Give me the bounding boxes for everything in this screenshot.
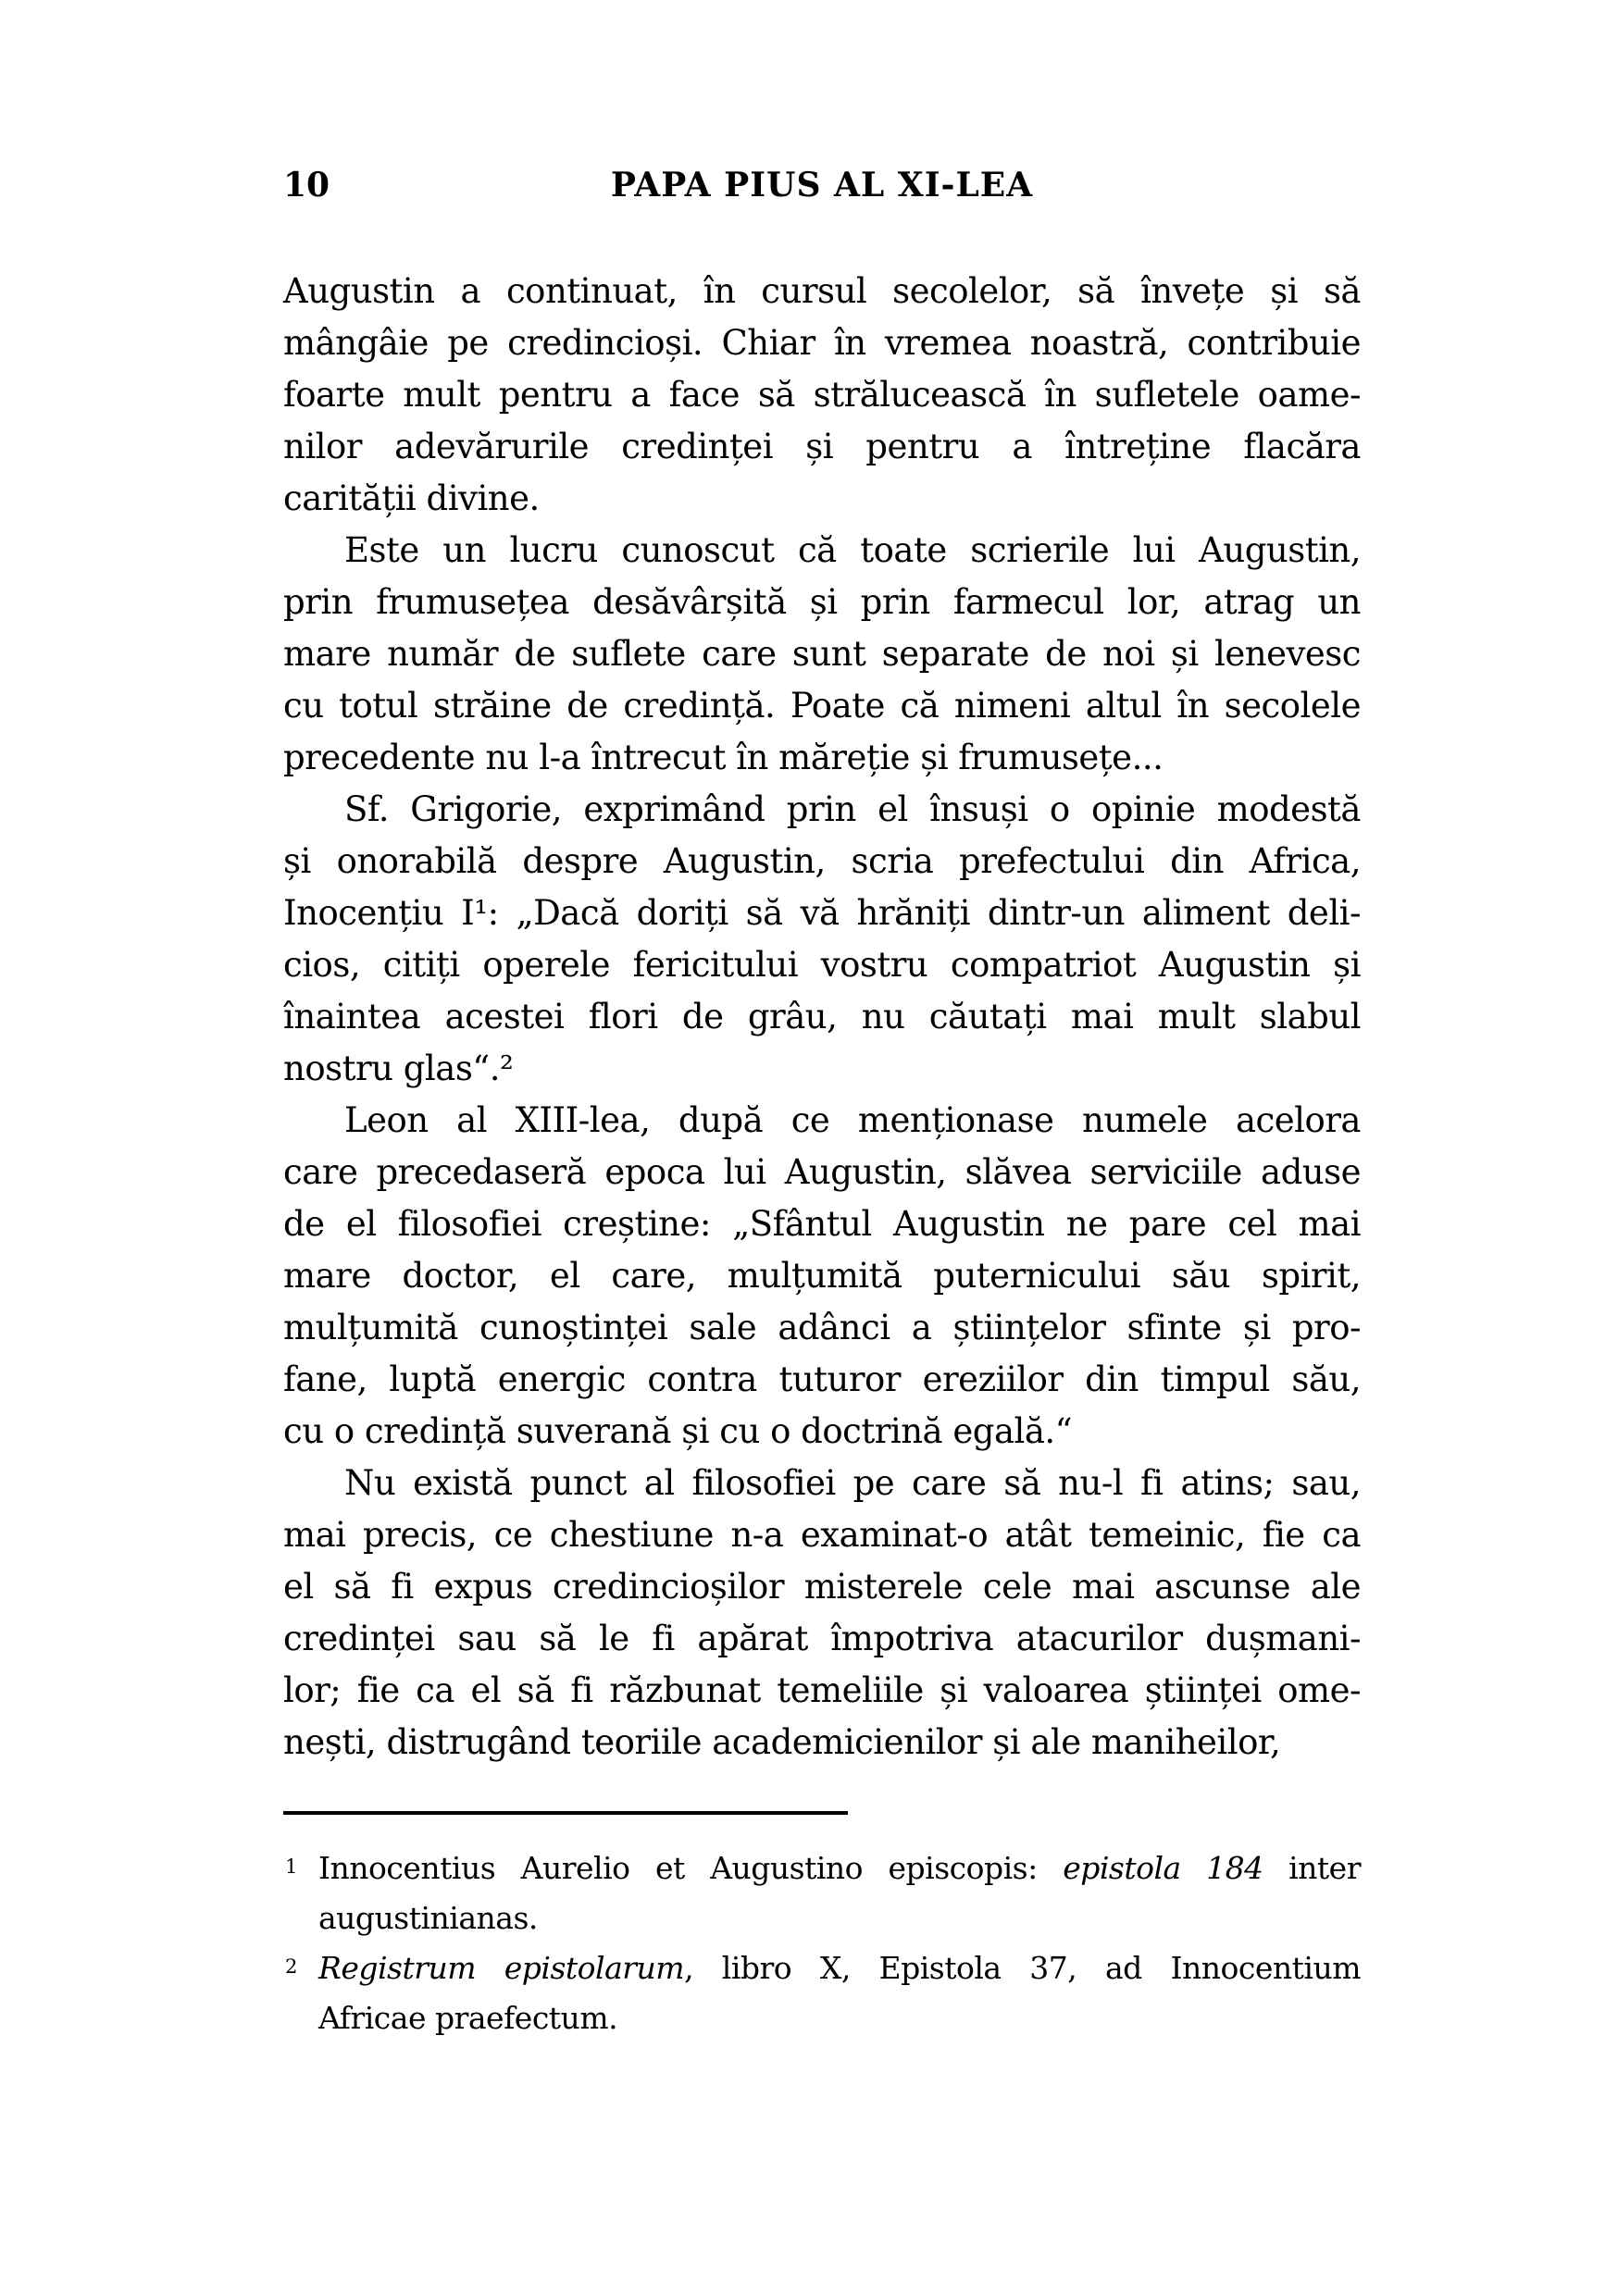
footnote-separator-rule — [283, 1811, 848, 1815]
text-line: cu o credință suverană și cu o doctrină egală.“ — [283, 1411, 1073, 1451]
text-line: mai precis, ce chestiune n-a examinat-o atât temeinic, fie ca — [283, 1515, 1361, 1555]
footnote-line — [318, 1843, 1361, 1893]
footnote-marker: 1 — [285, 1855, 297, 1878]
footnote-text: Innocentius Aurelio et Augustino episcopis: — [318, 1850, 1064, 1886]
text-line: și onorabilă despre Augustin, scria prefectului din Africa, — [283, 841, 1361, 881]
page-number: 10 — [283, 166, 330, 205]
text-line: cios, citiți operele fericitului vostru compatriot Augustin și — [283, 945, 1361, 985]
text-line: precedente nu l-a întrecut în măreție și frumusețe... — [283, 738, 1164, 777]
text-line: de el filosofiei creștine: „Sfântul Augustin ne pare cel mai — [283, 1204, 1361, 1244]
text-line: înaintea acestei flori de grâu, nu căutați mai mult slabul — [283, 997, 1361, 1036]
footnote-text: Africae praefectum. — [318, 2000, 618, 2036]
text-line: Augustin a continuat, în cursul secolelor, să învețe și să — [283, 271, 1361, 311]
page-header — [283, 167, 1361, 207]
footnote-text: inter — [1263, 1850, 1361, 1886]
footnote-citation-title: Registrum epistolarum — [318, 1950, 685, 1986]
text-line: el să fi expus credincioșilor misterele cele mai ascunse ale — [283, 1567, 1361, 1607]
footnote-marker: 2 — [285, 1955, 297, 1978]
text-line: mulțumită cunoștinței sale adânci a științelor sfinte și pro- — [283, 1308, 1361, 1347]
footnote-line — [318, 1993, 1361, 2043]
footnote — [283, 1943, 1361, 2043]
text-line: foarte mult pentru a face să strălucească în sufletele oame- — [283, 375, 1361, 415]
footnotes-section — [283, 1843, 1361, 2043]
text-line: nostru glas“.² — [283, 1049, 514, 1088]
text-line: cu totul străine de credință. Poate că nimeni altul în secolele — [283, 686, 1361, 726]
paragraph — [283, 784, 1361, 1095]
text-line: mângâie pe credincioși. Chiar în vremea noastră, contribuie — [283, 323, 1361, 363]
text-line: credinței sau să le fi apărat împotriva atacurilor dușmani- — [283, 1619, 1361, 1658]
body-text — [283, 266, 1361, 1769]
footnote-citation-title: epistola 184 — [1063, 1850, 1263, 1886]
paragraph — [283, 266, 1361, 525]
paragraph — [283, 1458, 1361, 1769]
text-line: mare număr de suflete care sunt separate de noi și lenevesc — [283, 634, 1361, 674]
footnote-line — [318, 1893, 1361, 1943]
text-line: mare doctor, el care, mulțumită puternicului său spirit, — [283, 1256, 1361, 1296]
text-line: nești, distrugând teoriile academicienilor și ale maniheilor, — [283, 1722, 1281, 1762]
text-line: Leon al XIII-lea, după ce menționase numele acelora — [344, 1100, 1361, 1140]
running-title: PAPA PIUS AL XI-LEA — [610, 166, 1034, 205]
footnote-text: augustinianas. — [318, 1900, 538, 1936]
text-line: lor; fie ca el să fi răzbunat temeliile și valoarea științei ome- — [283, 1670, 1361, 1710]
footnote — [283, 1843, 1361, 1943]
text-line: prin frumusețea desăvârșită și prin farmecul lor, atrag un — [283, 582, 1361, 622]
text-line: Nu există punct al filosofiei pe care să nu-l fi atins; sau, — [344, 1463, 1361, 1503]
text-line: care precedaseră epoca lui Augustin, slăvea serviciile aduse — [283, 1152, 1361, 1192]
text-line: nilor adevărurile credinței și pentru a întreține flacăra — [283, 427, 1361, 466]
text-line: fane, luptă energic contra tuturor ereziilor din timpul său, — [283, 1359, 1361, 1399]
footnote-text: , libro X, Epistola 37, ad Innocentium — [684, 1950, 1361, 1986]
text-line: Sf. Grigorie, exprimând prin el însuși o opinie modestă — [344, 789, 1361, 829]
text-line: carității divine. — [283, 478, 540, 518]
paragraph — [283, 525, 1361, 784]
text-line: Inocențiu I¹: „Dacă doriți să vă hrăniți dintr-un aliment deli- — [283, 893, 1361, 933]
paragraph — [283, 1095, 1361, 1458]
footnote-line — [318, 1943, 1361, 1993]
text-line: Este un lucru cunoscut că toate scrierile lui Augustin, — [344, 530, 1361, 570]
